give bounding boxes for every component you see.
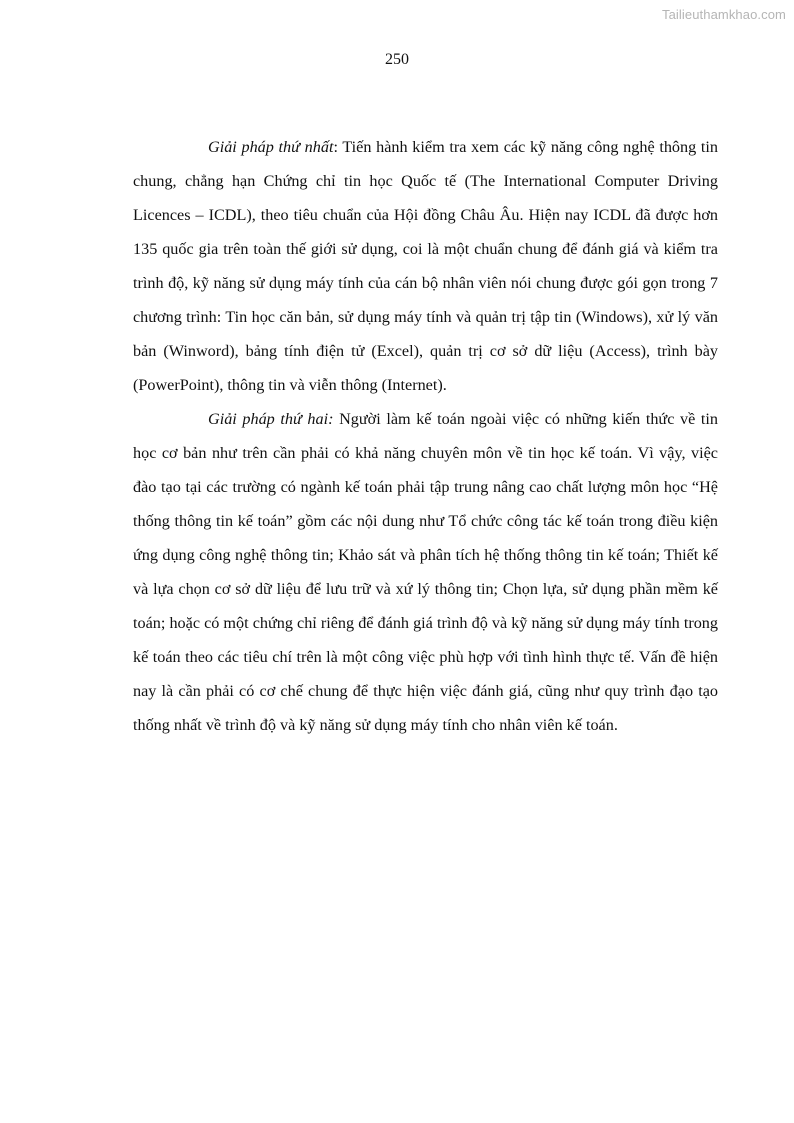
paragraph-lead: Giải pháp thứ nhất [208, 138, 334, 156]
watermark: Tailieuthamkhao.com [661, 7, 786, 22]
paragraph-text: : Tiến hành kiểm tra xem các kỹ năng công nghệ thông tin chung, chẳng hạn Chứng chỉ tin học Quốc tế (The International Computer Driving Licences – ICDL), theo tiêu chuẩn của Hội đồng Châu Âu. Hiện nay ICDL đã được hơn 135 quốc gia trên toàn thế giới sử dụng, coi là một chuẩn chung để đánh giá và kiểm tra trình độ, kỹ năng sử dụng máy tính của cán bộ nhân viên nói chung được gói gọn trong 7 chương trình: Tin học căn bản, sử dụng máy tính và quản trị tập tin (Windows), xử lý văn bản (Winword), bảng tính điện tử (Excel), quản trị cơ sở dữ liệu (Access), trình bày (PowerPoint), thông tin và viễn thông (Internet). [133, 138, 718, 394]
paragraph-solution-two [133, 402, 718, 742]
page-number: 250 [385, 51, 409, 68]
paragraph-lead: Giải pháp thứ hai: [208, 410, 334, 428]
paragraph-text: Người làm kế toán ngoài việc có những kiến thức về tin học cơ bản như trên cần phải có khả năng chuyên môn về tin học kế toán. Vì vậy, việc đào tạo tại các trường có ngành kế toán phải tập trung nâng cao chất lượng môn học “Hệ thống thông tin kế toán” gồm các nội dung như Tổ chức công tác kế toán trong điều kiện ứng dụng công nghệ thông tin; Khảo sát và phân tích hệ thống thông tin kế toán; Thiết kế và lựa chọn cơ sở dữ liệu để lưu trữ và xứ lý thông tin; Chọn lựa, sử dụng phần mềm kế toán; hoặc có một chứng chỉ riêng để đánh giá trình độ và kỹ năng sử dụng máy tính trong kế toán theo các tiêu chí trên là một công việc phù hợp với tình hình thực tế. Vấn đề hiện nay là cần phải có cơ chế chung để thực hiện việc đánh giá, cũng như quy trình đạo tạo thống nhất về trình độ và kỹ năng sử dụng máy tính cho nhân viên kế toán. [133, 410, 718, 734]
paragraph-solution-one [133, 130, 718, 402]
body-text [133, 130, 718, 742]
